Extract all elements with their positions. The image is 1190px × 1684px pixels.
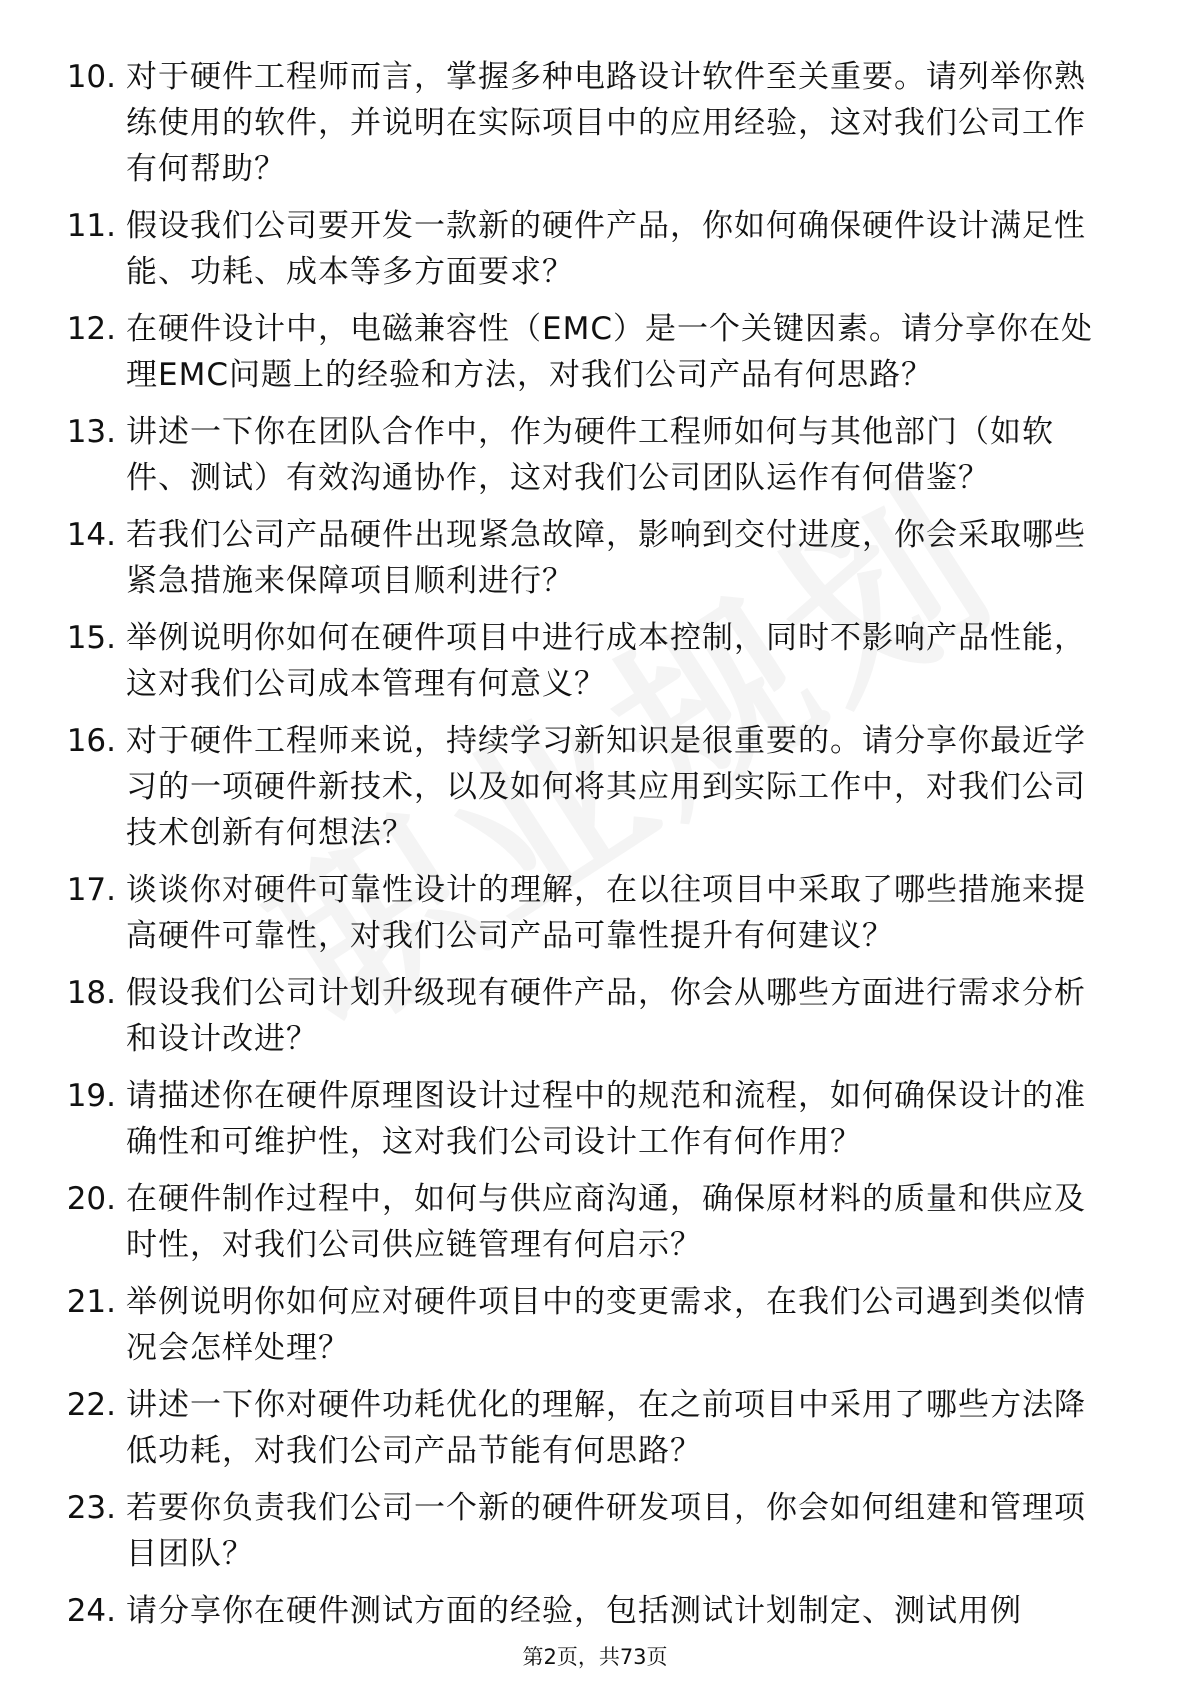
list-item [0,867,1190,959]
question-text: 在硬件设计中，电磁兼容性（EMC）是一个关键因素。请分享你在处理EMC问题上的经验和方法，对我们公司产品有何思路？ [126,311,1093,393]
question-number: 22. [66,1387,116,1423]
list-item [0,409,1190,501]
list-item [0,1176,1190,1268]
list-item [0,54,1190,192]
question-text: 假设我们公司计划升级现有硬件产品，你会从哪些方面进行需求分析和设计改进？ [126,975,1086,1057]
question-text: 举例说明你如何在硬件项目中进行成本控制，同时不影响产品性能，这对我们公司成本管理有何意义？ [126,620,1086,702]
question-text: 若我们公司产品硬件出现紧急故障，影响到交付进度，你会采取哪些紧急措施来保障项目顺利进行？ [126,517,1086,599]
question-text: 对于硬件工程师而言，掌握多种电路设计软件至关重要。请列举你熟练使用的软件，并说明在实际项目中的应用经验，这对我们公司工作有何帮助？ [126,59,1086,187]
list-item [0,1382,1190,1474]
question-text: 若要你负责我们公司一个新的硬件研发项目，你会如何组建和管理项目团队？ [126,1490,1086,1572]
question-number: 19. [66,1078,116,1114]
list-item [0,1073,1190,1165]
question-number: 20. [66,1181,116,1217]
list-item [0,306,1190,398]
question-text: 谈谈你对硬件可靠性设计的理解，在以往项目中采取了哪些措施来提高硬件可靠性，对我们公司产品可靠性提升有何建议？ [126,872,1086,954]
question-number: 11. [66,208,116,244]
question-number: 10. [66,59,116,95]
list-item [0,512,1190,604]
question-number: 23. [66,1490,116,1526]
question-text: 对于硬件工程师来说，持续学习新知识是很重要的。请分享你最近学习的一项硬件新技术，以及如何将其应用到实际工作中，对我们公司技术创新有何想法？ [126,723,1086,851]
question-number: 13. [66,414,116,450]
list-item [0,1279,1190,1371]
question-number: 15. [66,620,116,656]
question-text: 讲述一下你在团队合作中，作为硬件工程师如何与其他部门（如软件、测试）有效沟通协作，这对我们公司团队运作有何借鉴？ [126,414,1054,496]
question-number: 14. [66,517,116,553]
list-item [0,718,1190,856]
list-item [0,615,1190,707]
question-list [0,54,1190,1645]
page-indicator: 第2页，共73页 [522,1645,668,1669]
list-item [0,203,1190,295]
question-number: 18. [66,975,116,1011]
question-number: 17. [66,872,116,908]
question-number: 16. [66,723,116,759]
question-text: 讲述一下你对硬件功耗优化的理解，在之前项目中采用了哪些方法降低功耗，对我们公司产品节能有何思路？ [126,1387,1086,1469]
question-text: 举例说明你如何应对硬件项目中的变更需求，在我们公司遇到类似情况会怎样处理？ [126,1284,1086,1366]
question-text: 请分享你在硬件测试方面的经验，包括测试计划制定、测试用例 [126,1593,1022,1629]
question-number: 24. [66,1593,116,1629]
question-number: 12. [66,311,116,347]
question-number: 21. [66,1284,116,1320]
question-text: 假设我们公司要开发一款新的硬件产品，你如何确保硬件设计满足性能、功耗、成本等多方面要求？ [126,208,1086,290]
question-text: 请描述你在硬件原理图设计过程中的规范和流程，如何确保设计的准确性和可维护性，这对我们公司设计工作有何作用？ [126,1078,1086,1160]
question-text: 在硬件制作过程中，如何与供应商沟通，确保原材料的质量和供应及时性，对我们公司供应链管理有何启示？ [126,1181,1086,1263]
list-item [0,1485,1190,1577]
list-item [0,970,1190,1062]
list-item [0,1588,1190,1634]
